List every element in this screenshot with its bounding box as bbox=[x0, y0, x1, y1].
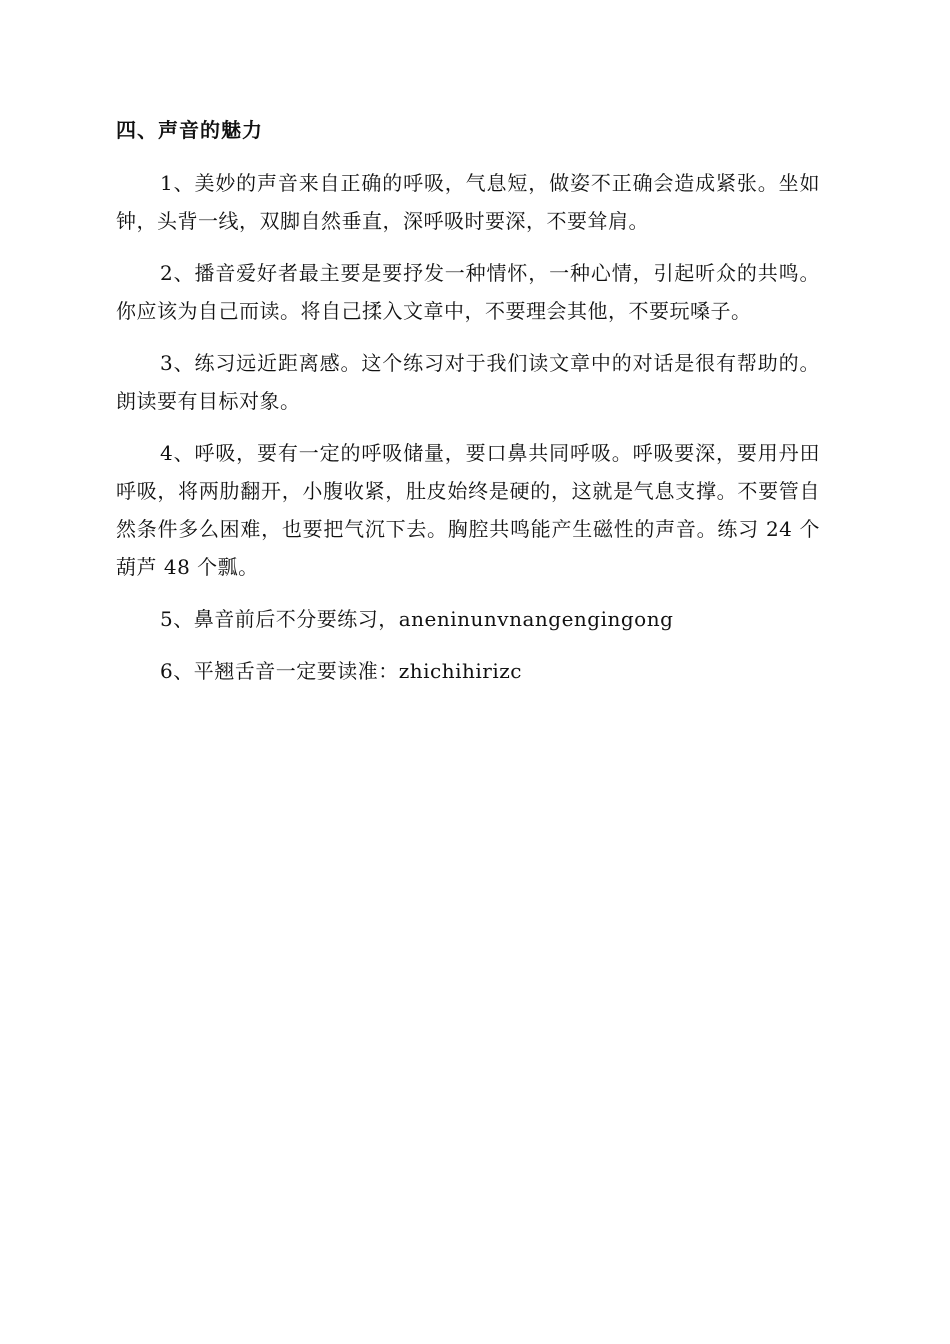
paragraph-2: 2、播音爱好者最主要是要抒发一种情怀，一种心情，引起听众的共鸣。你应该为自己而读。将自己揉入文章中，不要理会其他，不要玩嗓子。 bbox=[116, 261, 820, 323]
paragraph-1: 1、美妙的声音来自正确的呼吸，气息短，做姿不正确会造成紧张。坐如钟，头背一线，双脚自然垂直，深呼吸时要深，不要耸肩。 bbox=[116, 171, 820, 233]
paragraph-4: 4、呼吸，要有一定的呼吸储量，要口鼻共同呼吸。呼吸要深，要用丹田呼吸，将两肋翻开，小腹收紧，肚皮始终是硬的，这就是气息支撑。不要管自然条件多么困难，也要把气沉下去。胸腔共鸣能产生磁性的声音。练习 24 个葫芦 48 个瓢。 bbox=[116, 441, 820, 579]
paragraph-6: 6、平翘舌音一定要读准：zhichihirizc bbox=[160, 659, 522, 683]
section-heading: 四、声音的魅力 bbox=[116, 118, 263, 142]
paragraph-5: 5、鼻音前后不分要练习，aneninunvnangengingong bbox=[160, 607, 674, 631]
paragraph-3: 3、练习远近距离感。这个练习对于我们读文章中的对话是很有帮助的。朗读要有目标对象。 bbox=[116, 351, 820, 413]
